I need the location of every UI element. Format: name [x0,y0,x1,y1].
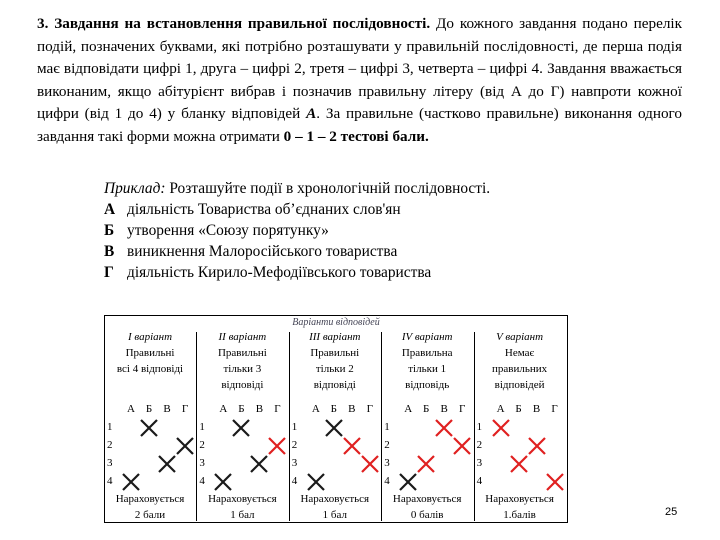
variant-result [381,491,473,523]
answer-letter: Г [551,403,558,415]
wrong-answer-cross-icon [509,454,529,474]
wrong-answer-cross-icon [545,472,565,492]
answer-letter: В [255,403,264,415]
row-number: 4 [199,475,205,487]
answer-letters [214,403,286,415]
example-title: Приклад: [104,180,166,197]
example-item [104,262,664,283]
variant-title: V варіант [496,331,544,343]
answer-cross-icon [231,418,251,438]
answer-letter: В [163,403,171,415]
row-number: 2 [476,439,483,451]
result-label: Нараховується [485,493,554,505]
answer-letter: Г [274,403,281,415]
answer-rows [289,419,381,491]
row-number: 4 [291,475,298,487]
example-item [104,199,664,220]
variant-desc-line: тільки 2 [315,363,354,375]
row-number: 3 [384,457,390,469]
variant-title: I варіант [127,331,173,343]
row-number: 1 [291,421,298,433]
variant-column [474,331,566,521]
answer-letter: Г [459,403,466,415]
row-number: 2 [384,439,390,451]
blank-letter: А [306,105,317,122]
answer-letters [492,403,564,415]
answer-letters [122,403,194,415]
answer-cross-icon [249,454,269,474]
variant-desc-line: Правильна [401,347,453,359]
column-divider [474,332,475,521]
answer-rows [104,419,196,491]
variant-desc-line: відповідей [494,379,545,391]
row-number: 1 [384,421,390,433]
answer-letter: Б [330,403,337,415]
result-label: Нараховується [115,493,185,505]
answer-letter: В [440,403,448,415]
row-number: 2 [107,439,113,451]
result-score: 1 бал [230,509,255,521]
wrong-answer-cross-icon [452,436,472,456]
answer-cross-icon [175,436,195,456]
row-number: 1 [107,421,113,433]
example-item-letter: А [104,201,116,218]
variant-column [381,331,473,521]
variant-title: II варіант [218,331,267,343]
row-number: 2 [291,439,298,451]
example-prompt-text: Розташуйте події в хронологічній послідовності. [165,180,491,197]
answer-letter: Г [366,403,373,415]
variant-desc-line: тільки 1 [408,363,447,375]
variant-result [474,491,566,523]
row-number: 3 [199,457,205,469]
variant-desc-line: всі 4 відповіді [116,363,184,375]
table-header: Варіанти відповідей [292,317,380,328]
result-label: Нараховується [392,493,462,505]
variant-title: IV варіант [401,331,453,343]
wrong-answer-cross-icon [342,436,362,456]
answer-letter: А [311,403,320,415]
variant-description [474,345,566,393]
row-number: 3 [107,457,113,469]
variant-result [196,491,288,523]
example-item-letter: Г [104,264,114,281]
row-number: 4 [107,475,113,487]
answer-rows [381,419,473,491]
task-heading: 3. Завдання на встановлення правильної послідовності. [37,15,431,32]
variant-desc-line: Правильні [310,347,360,359]
answer-cross-icon [139,418,159,438]
variant-result [289,491,381,523]
wrong-answer-cross-icon [267,436,287,456]
answer-letter: Б [423,403,430,415]
variant-column [196,331,288,521]
variant-desc-line: Правильні [125,347,175,359]
example-prompt [104,178,664,199]
answer-letter: А [404,403,413,415]
row-number: 2 [199,439,205,451]
answer-cross-icon [398,472,418,492]
result-label: Нараховується [300,493,370,505]
answer-letter: Б [515,403,522,415]
variant-desc-line: тільки 3 [223,363,262,375]
answer-rows [474,419,566,491]
row-number: 1 [199,421,205,433]
variant-description [381,345,473,393]
answer-letter: Б [238,403,245,415]
answer-cross-icon [306,472,326,492]
example-item-text: утворення «Союзу порятунку» [127,222,329,239]
example-item [104,220,664,241]
answer-cross-icon [121,472,141,492]
result-score: 0 балів [410,509,444,521]
answer-letters [399,403,471,415]
answer-rows [196,419,288,491]
row-number: 4 [476,475,483,487]
answer-letter: А [219,403,228,415]
example-item-letter: Б [104,222,115,239]
task-scores: 0 – 1 – 2 тестові бали. [283,127,429,145]
example-item-text: виникнення Малоросійського товариства [127,243,398,260]
page-number: 25 [665,506,678,518]
variant-desc-line: правильних [492,363,548,375]
variant-desc-line: Правильні [217,347,267,359]
answer-letter: В [532,403,541,415]
task-text-1: До кожного завдання подано перелік подій, позначених буквами, які потрібно розташувати у правильній послідовності, де перша подія має відповідати цифрі 1, друга – цифрі 2, третя – цифрі 3, четверта – цифрі 4. Завдання вважається виконаним, якщо абітурієнт вибрав і позначив правильну літеру (від А до Г) навпроти кожної цифри (від 1 до 4) у бланку відповідей [37,15,683,122]
variant-description [289,345,381,393]
row-number: 1 [476,421,483,433]
example-item-text: діяльність Товариства об’єднаних слов'ян [127,201,401,218]
wrong-answer-cross-icon [416,454,436,474]
variant-column [104,331,196,521]
example-item-text: діяльність Кирило-Мефодіївського товариства [127,264,432,281]
result-score: 1.балів [503,509,536,521]
variant-description [196,345,288,393]
variant-desc-line: відповідь [405,379,450,391]
row-number: 4 [384,475,390,487]
variant-desc-line: Немає [504,347,535,359]
wrong-answer-cross-icon [434,418,454,438]
example-item-letter: В [104,243,115,260]
wrong-answer-cross-icon [360,454,380,474]
result-label: Нараховується [208,493,277,505]
answer-cross-icon [324,418,344,438]
answer-letter: Б [145,403,153,415]
answer-letter: Г [181,403,189,415]
answer-letters [307,403,379,415]
answer-variants-table [104,315,568,523]
answer-cross-icon [157,454,177,474]
task-text-2: . За правильне (частково правильне) виконання одного завдання такі форми можна отримати [37,105,682,145]
answer-letter: В [348,403,356,415]
variant-column [289,331,381,521]
answer-letter: А [496,403,505,415]
variant-title: III варіант [309,331,361,343]
result-score: 1 бал [322,509,347,521]
variant-result [104,491,196,523]
variant-desc-line: відповіді [221,379,264,391]
row-number: 3 [476,457,483,469]
example-block [104,178,664,283]
wrong-answer-cross-icon [491,418,511,438]
answer-letter: А [127,403,135,415]
column-divider [196,332,197,521]
variant-desc-line: відповіді [313,379,356,391]
answer-cross-icon [213,472,233,492]
task-description [37,13,682,148]
column-divider [381,332,382,521]
variant-description [104,345,196,393]
example-item [104,241,664,262]
row-number: 3 [291,457,298,469]
wrong-answer-cross-icon [527,436,547,456]
result-score: 2 бали [134,509,166,521]
column-divider [289,332,290,521]
